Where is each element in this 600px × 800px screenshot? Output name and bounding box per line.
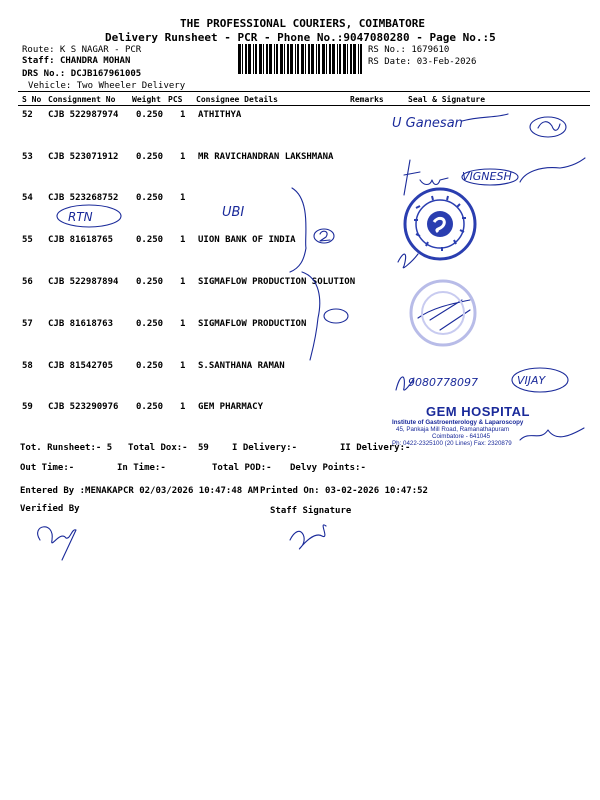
- verified-by: Verified By: [20, 504, 80, 514]
- staff-name: CHANDRA MOHAN: [59, 56, 131, 66]
- row-consignee: MR RAVICHANDRAN LAKSHMANA: [198, 152, 334, 162]
- row-pcs: 1: [180, 110, 186, 120]
- row-sno: 57: [22, 319, 33, 329]
- row-consignment: CJB 522987894: [48, 277, 119, 287]
- row-pcs: 1: [180, 152, 186, 162]
- signature-row53-extra: [520, 158, 585, 182]
- signature-row52: U Ganesan: [392, 116, 463, 131]
- out-time: Out Time:-: [20, 463, 75, 473]
- row-pcs: 1: [180, 193, 186, 203]
- route-text: Route: K S NAGAR - PCR: [22, 45, 142, 55]
- row-consignee: ATHITHYA: [198, 110, 242, 120]
- col-weight: Weight: [132, 95, 161, 104]
- circled-mark: [324, 309, 348, 323]
- row-pcs: 1: [180, 277, 186, 287]
- col-remarks: Remarks: [350, 95, 384, 104]
- company-title: THE PROFESSIONAL COURIERS, COIMBATORE: [180, 17, 426, 30]
- row-pcs: 1: [180, 319, 186, 329]
- bank-seal-stamp: [402, 186, 478, 262]
- row-sno: 58: [22, 361, 33, 371]
- signature-row53-name: VIGNESH: [462, 170, 512, 183]
- row-pcs: 1: [180, 361, 186, 371]
- signature-row52-stroke: [462, 114, 508, 121]
- col-seal: Seal & Signature: [408, 95, 486, 104]
- row-consignment: CJB 523290976: [48, 402, 119, 412]
- ubi-note: UBI: [222, 205, 245, 220]
- row-consignment: CJB 522987974: [48, 110, 119, 120]
- bracket-arrow-2: [302, 272, 320, 360]
- row-sno: 52: [22, 110, 33, 120]
- delvy-points: Delvy Points:-: [290, 463, 366, 473]
- staff-label: Staff:: [22, 56, 55, 66]
- hospital-stamp: [392, 404, 592, 447]
- circled-2: [320, 231, 330, 241]
- row-sno: 55: [22, 235, 33, 245]
- row-consignee: UION BANK OF INDIA: [198, 235, 296, 245]
- row-weight: 0.250: [136, 277, 164, 287]
- row-weight: 0.250: [136, 319, 164, 329]
- staff-signature-mark: [290, 525, 326, 549]
- row-pcs: 1: [180, 402, 186, 412]
- rs-number: RS No.: 1679610: [368, 45, 450, 55]
- ii-delivery: II Delivery:-: [340, 443, 411, 453]
- bracket-arrow: [290, 188, 306, 272]
- row-weight: 0.250: [136, 193, 164, 203]
- row-consignee: SIGMAFLOW PRODUCTION SOLUTION: [198, 277, 356, 287]
- row-sno: 54: [22, 193, 33, 203]
- row-sno: 56: [22, 277, 33, 287]
- vehicle-text: Vehicle: Two Wheeler Delivery: [28, 81, 186, 91]
- total-dox-label: Total Dox:-: [128, 443, 188, 453]
- stamp-line2: 45, Pankaja Mill Road, Ramanathapuram: [396, 426, 510, 433]
- printed-on: Printed On: 03-02-2026 10:47:52: [260, 486, 428, 496]
- total-pod: Total POD:-: [212, 463, 272, 473]
- rtn-remark: RTN: [68, 210, 93, 224]
- initials-row52-circle: [530, 117, 566, 137]
- in-time: In Time:-: [117, 463, 166, 473]
- row-sno: 53: [22, 152, 33, 162]
- rs-date: RS Date: 03-Feb-2026: [368, 57, 477, 67]
- row-consignee: GEM PHARMACY: [198, 402, 264, 412]
- stamp-line4: Ph: 0422-2325100 (20 Lines) Fax: 2320879: [392, 440, 512, 447]
- stamp-line1: Institute of Gastroenterology & Laparoscopy: [392, 419, 524, 426]
- col-pcs: PCS: [168, 95, 183, 104]
- row-consignee: S.SANTHANA RAMAN: [198, 361, 285, 371]
- row-weight: 0.250: [136, 402, 164, 412]
- row-consignment: CJB 81618765: [48, 235, 114, 245]
- row-sno: 59: [22, 402, 33, 412]
- drs-label: DRS No.:: [22, 69, 66, 79]
- i-delivery: I Delivery:-: [232, 443, 298, 453]
- verified-signature: [38, 527, 76, 560]
- total-dox-value: 59: [198, 443, 209, 453]
- initials-row52: [538, 122, 560, 131]
- row-consignment: CJB 81618763: [48, 319, 114, 329]
- row-weight: 0.250: [136, 152, 164, 162]
- row-weight: 0.250: [136, 110, 164, 120]
- tot-runsheet: Tot. Runsheet:- 5: [20, 443, 113, 453]
- drs-number: DCJB167961005: [70, 69, 142, 79]
- row-consignment: CJB 81542705: [48, 361, 114, 371]
- runsheet-subtitle: Delivery Runsheet - PCR - Phone No.:9047080280 - Page No.:5: [105, 31, 496, 44]
- col-consignment: Consignment No: [48, 95, 116, 104]
- phone-row58: 9080778097: [408, 376, 478, 389]
- row-consignment: CJB 523071912: [48, 152, 119, 162]
- row-weight: 0.250: [136, 235, 164, 245]
- row-pcs: 1: [180, 235, 186, 245]
- col-sno: S No: [22, 95, 42, 104]
- faint-round-stamp: [408, 278, 478, 348]
- stamp-line3: Coimbatore - 641045: [432, 433, 491, 440]
- staff-signature-label: Staff Signature: [270, 506, 352, 516]
- col-consignee: Consignee Details: [196, 95, 278, 104]
- row-consignment: CJB 523268752: [48, 193, 119, 203]
- row-consignee: SIGMAFLOW PRODUCTION: [198, 319, 307, 329]
- entered-by: Entered By :MENAKAPCR 02/03/2026 10:47:48 AM: [20, 486, 259, 496]
- name-row58: VIJAY: [517, 374, 546, 387]
- row-weight: 0.250: [136, 361, 164, 371]
- stamp-name: GEM HOSPITAL: [426, 404, 530, 419]
